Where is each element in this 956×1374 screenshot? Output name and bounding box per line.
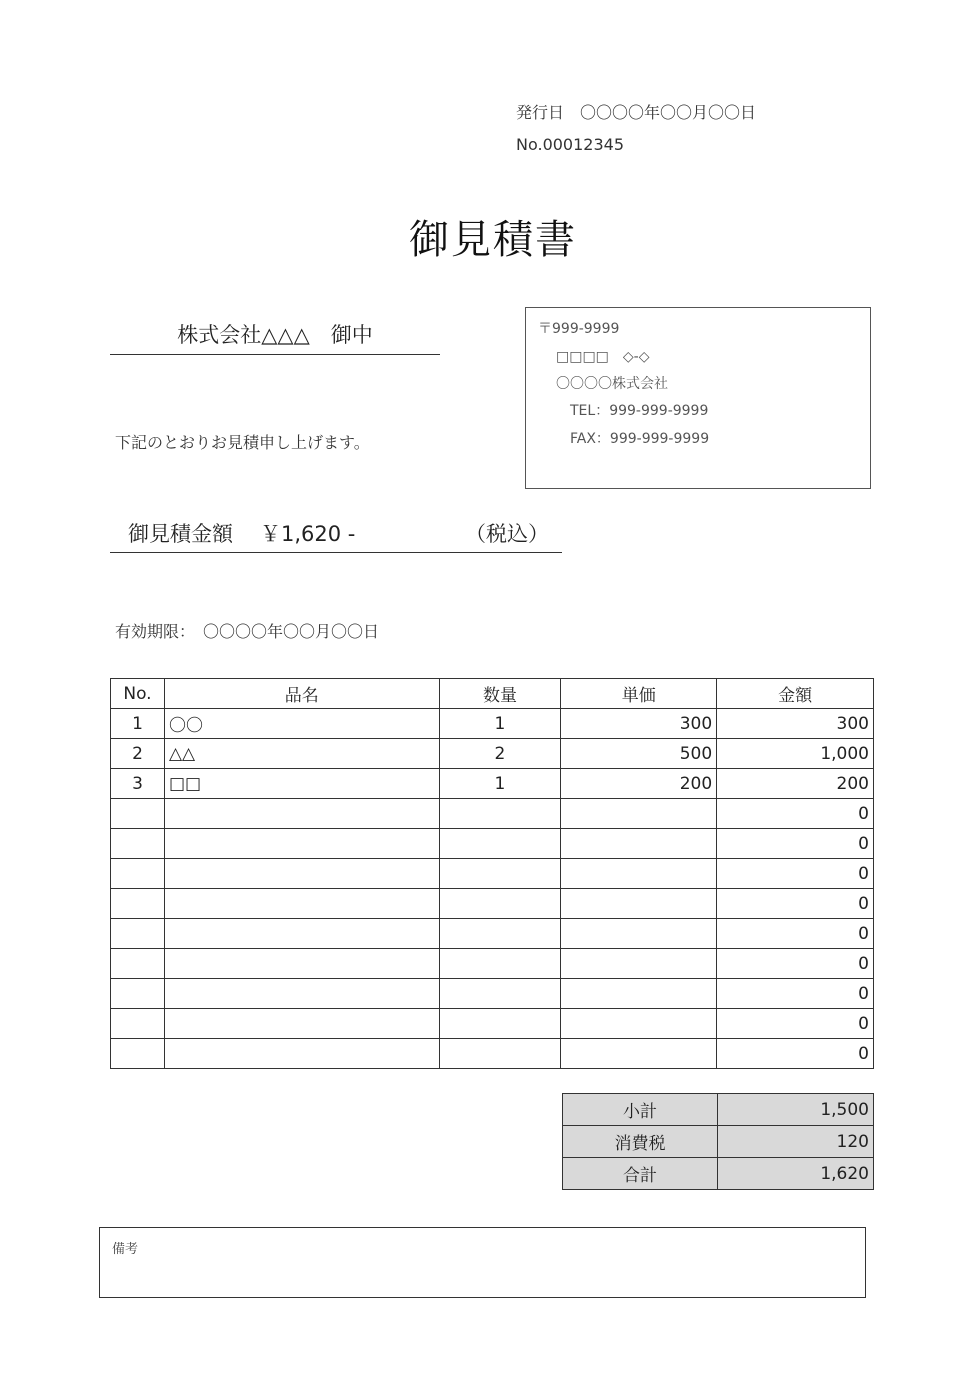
subtotal-row — [563, 1094, 874, 1126]
table-cell: 〇〇 — [164, 709, 439, 739]
table-cell: 0 — [717, 949, 874, 979]
table-cell: 1 — [439, 709, 561, 739]
table-cell — [164, 889, 439, 919]
table-cell — [111, 799, 165, 829]
subtotal-value: 1,500 — [718, 1094, 874, 1126]
table-cell: 1,000 — [717, 739, 874, 769]
document-title: 御見積書 — [409, 217, 577, 263]
table-cell — [111, 859, 165, 889]
table-cell: 3 — [111, 769, 165, 799]
table-cell — [561, 859, 717, 889]
table-row — [111, 709, 874, 739]
issue-date: 発行日 〇〇〇〇年〇〇月〇〇日 — [516, 103, 757, 122]
column-header: 品名 — [164, 679, 439, 709]
table-cell: 300 — [561, 709, 717, 739]
intro-text: 下記のとおりお見積申し上げます。 — [115, 433, 370, 452]
column-header: 数量 — [439, 679, 561, 709]
table-cell — [439, 949, 561, 979]
validity-period: 有効期限： 〇〇〇〇年〇〇月〇〇日 — [115, 622, 380, 641]
table-cell: □□ — [164, 769, 439, 799]
table-row — [111, 859, 874, 889]
table-cell — [111, 979, 165, 1009]
table-row — [111, 799, 874, 829]
sender-tel: TEL：999-999-9999 — [570, 403, 709, 419]
totals-table — [562, 1093, 874, 1190]
amount-value: ￥1,620 - — [260, 522, 356, 546]
total-row — [563, 1158, 874, 1190]
table-row — [111, 919, 874, 949]
table-cell: 2 — [439, 739, 561, 769]
table-cell: 0 — [717, 829, 874, 859]
table-cell — [439, 889, 561, 919]
notes-box[interactable] — [99, 1227, 866, 1298]
table-cell — [164, 1009, 439, 1039]
tax-label: 消費税 — [563, 1126, 718, 1158]
table-cell — [164, 829, 439, 859]
table-cell — [111, 829, 165, 859]
column-header: 単価 — [561, 679, 717, 709]
estimate-amount — [110, 512, 562, 553]
total-value: 1,620 — [718, 1158, 874, 1190]
table-cell: 1 — [111, 709, 165, 739]
table-cell — [164, 799, 439, 829]
table-row — [111, 829, 874, 859]
table-header-row — [111, 679, 874, 709]
table-cell — [164, 859, 439, 889]
table-cell — [561, 889, 717, 919]
table-cell — [561, 919, 717, 949]
table-row — [111, 889, 874, 919]
notes-label: 備考 — [112, 1242, 139, 1257]
table-cell — [111, 889, 165, 919]
table-row — [111, 979, 874, 1009]
column-header: 金額 — [717, 679, 874, 709]
table-cell — [561, 829, 717, 859]
table-row — [111, 1039, 874, 1069]
table-cell — [111, 949, 165, 979]
column-header: No. — [111, 679, 165, 709]
amount-label: 御見積金額 — [128, 522, 233, 546]
sender-company: 〇〇〇〇株式会社 — [556, 376, 668, 392]
table-cell — [164, 919, 439, 949]
table-cell — [439, 1009, 561, 1039]
table-cell — [164, 949, 439, 979]
tax-row — [563, 1126, 874, 1158]
table-cell — [561, 1009, 717, 1039]
table-cell: △△ — [164, 739, 439, 769]
tax-included-note: （税込） — [465, 522, 549, 546]
recipient-name: 株式会社△△△ 御中 — [110, 318, 440, 355]
table-cell — [164, 1039, 439, 1069]
table-cell — [111, 1009, 165, 1039]
table-cell — [439, 859, 561, 889]
table-row — [111, 1009, 874, 1039]
table-cell: 200 — [561, 769, 717, 799]
table-cell — [439, 919, 561, 949]
table-cell — [439, 829, 561, 859]
total-label: 合計 — [563, 1158, 718, 1190]
table-row — [111, 769, 874, 799]
table-cell: 0 — [717, 799, 874, 829]
table-cell — [561, 979, 717, 1009]
table-cell: 1 — [439, 769, 561, 799]
table-cell: 0 — [717, 1009, 874, 1039]
table-cell: 2 — [111, 739, 165, 769]
table-cell — [439, 979, 561, 1009]
table-cell — [164, 979, 439, 1009]
table-cell: 0 — [717, 919, 874, 949]
sender-fax: FAX：999-999-9999 — [570, 431, 710, 447]
sender-address: □□□□ ◇-◇ — [556, 349, 650, 365]
table-cell — [439, 799, 561, 829]
table-cell — [111, 1039, 165, 1069]
table-cell — [439, 1039, 561, 1069]
subtotal-label: 小計 — [563, 1094, 718, 1126]
table-cell: 200 — [717, 769, 874, 799]
table-cell — [561, 1039, 717, 1069]
items-table — [110, 678, 874, 1069]
table-row — [111, 949, 874, 979]
table-row — [111, 739, 874, 769]
sender-info-box — [525, 307, 871, 489]
table-cell — [561, 949, 717, 979]
table-cell: 500 — [561, 739, 717, 769]
table-cell: 0 — [717, 859, 874, 889]
document-number: No.00012345 — [516, 135, 624, 154]
sender-postal: 〒999-9999 — [538, 321, 620, 337]
table-cell: 0 — [717, 889, 874, 919]
tax-value: 120 — [718, 1126, 874, 1158]
table-cell: 0 — [717, 1039, 874, 1069]
table-cell: 300 — [717, 709, 874, 739]
table-cell: 0 — [717, 979, 874, 1009]
table-cell — [111, 919, 165, 949]
table-cell — [561, 799, 717, 829]
